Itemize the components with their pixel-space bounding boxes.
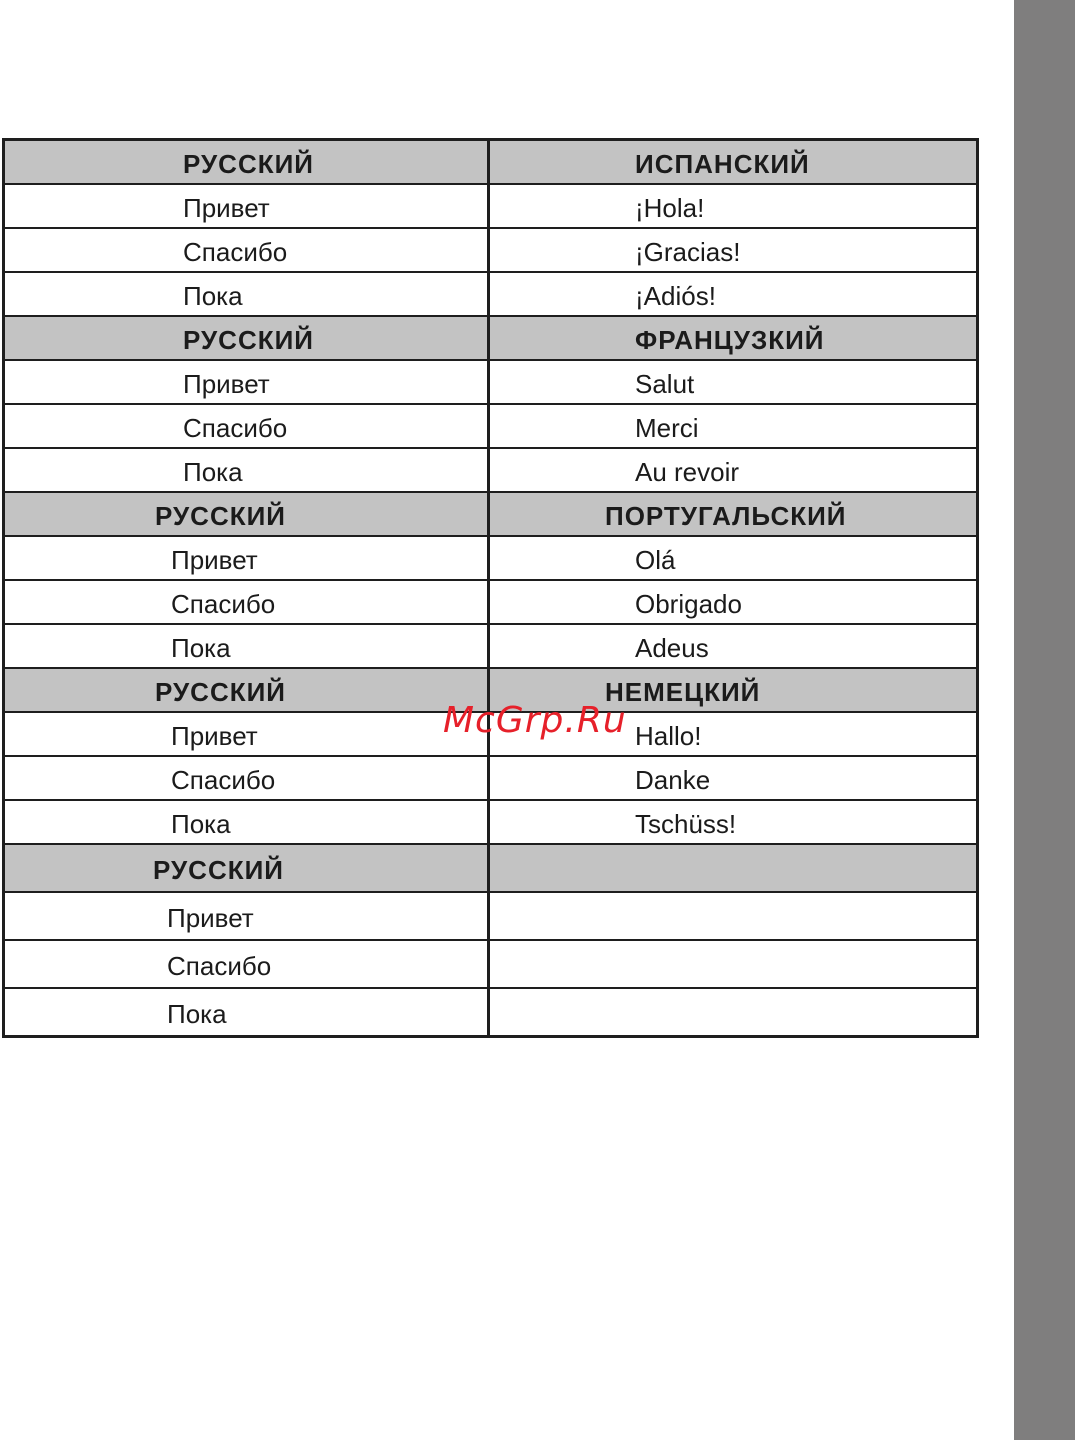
table-row xyxy=(5,405,976,449)
foreign-cell xyxy=(490,989,976,1035)
ru-cell xyxy=(5,801,490,843)
ru-cell xyxy=(5,405,490,447)
header-cell-right xyxy=(490,317,976,359)
foreign-phrase: Au revoir xyxy=(635,456,740,487)
foreign-cell xyxy=(490,757,976,799)
foreign-cell xyxy=(490,229,976,271)
foreign-phrase: Danke xyxy=(635,764,711,795)
foreign-phrase: ¡Adiós! xyxy=(635,280,716,311)
foreign-cell xyxy=(490,449,976,491)
foreign-cell xyxy=(490,893,976,939)
foreign-cell xyxy=(490,273,976,315)
foreign-phrase: ¡Hola! xyxy=(635,192,705,223)
header-cell-left xyxy=(5,141,490,183)
ru-cell xyxy=(5,713,490,755)
foreign-cell xyxy=(490,801,976,843)
table-row xyxy=(5,801,976,845)
ru-cell xyxy=(5,893,490,939)
foreign-phrase: Adeus xyxy=(635,632,709,663)
ru-cell xyxy=(5,757,490,799)
header-cell-left xyxy=(5,493,490,535)
foreign-phrase: Olá xyxy=(635,544,676,575)
foreign-phrase: Hallo! xyxy=(635,720,702,751)
ru-phrase: Привет xyxy=(183,192,270,223)
ru-cell xyxy=(5,537,490,579)
table-row xyxy=(5,449,976,493)
ru-phrase: Пока xyxy=(171,808,231,839)
header-label: РУССКИЙ xyxy=(155,500,286,531)
table-row xyxy=(5,273,976,317)
foreign-phrase: Salut xyxy=(635,368,695,399)
ru-cell xyxy=(5,625,490,667)
foreign-cell xyxy=(490,941,976,987)
foreign-phrase: Obrigado xyxy=(635,588,742,619)
table-row xyxy=(5,361,976,405)
ru-cell xyxy=(5,449,490,491)
header-label: РУССКИЙ xyxy=(183,324,314,355)
ru-phrase: Привет xyxy=(171,720,258,751)
foreign-cell xyxy=(490,625,976,667)
section-header-row xyxy=(5,845,976,893)
table-row xyxy=(5,537,976,581)
ru-cell xyxy=(5,989,490,1035)
ru-cell xyxy=(5,941,490,987)
header-label: РУССКИЙ xyxy=(155,676,286,707)
ru-cell xyxy=(5,361,490,403)
ru-phrase: Привет xyxy=(167,902,254,933)
ru-phrase: Спасибо xyxy=(171,588,276,619)
ru-phrase: Спасибо xyxy=(183,412,288,443)
watermark: McGrp.Ru xyxy=(443,700,627,741)
section-header-row xyxy=(5,317,976,361)
header-label: ИСПАНСКИЙ xyxy=(635,148,810,179)
foreign-phrase: Tschüss! xyxy=(635,808,737,839)
ru-cell xyxy=(5,229,490,271)
ru-phrase: Пока xyxy=(171,632,231,663)
table-row xyxy=(5,185,976,229)
foreign-cell xyxy=(490,185,976,227)
phrase-table xyxy=(2,138,979,1038)
ru-phrase: Пока xyxy=(183,456,243,487)
table-row xyxy=(5,941,976,989)
ru-cell xyxy=(5,185,490,227)
ru-cell xyxy=(5,581,490,623)
header-cell-left xyxy=(5,845,490,891)
side-bar xyxy=(1014,0,1075,1440)
table-row xyxy=(5,229,976,273)
header-cell-left xyxy=(5,317,490,359)
section-header-row xyxy=(5,141,976,185)
table-row xyxy=(5,757,976,801)
table-row xyxy=(5,625,976,669)
ru-phrase: Привет xyxy=(171,544,258,575)
header-label: ФРАНЦУЗКИЙ xyxy=(635,324,825,355)
header-label: РУССКИЙ xyxy=(183,148,314,179)
table-row xyxy=(5,989,976,1035)
header-label: НЕМЕЦКИЙ xyxy=(605,676,761,707)
foreign-cell xyxy=(490,405,976,447)
foreign-phrase: ¡Gracias! xyxy=(635,236,741,267)
ru-phrase: Спасибо xyxy=(171,764,276,795)
table-row xyxy=(5,893,976,941)
header-cell-right xyxy=(490,493,976,535)
ru-phrase: Привет xyxy=(183,368,270,399)
ru-phrase: Спасибо xyxy=(183,236,288,267)
foreign-cell xyxy=(490,581,976,623)
header-cell-left xyxy=(5,669,490,711)
ru-phrase: Пока xyxy=(167,998,227,1029)
foreign-cell xyxy=(490,361,976,403)
header-label: РУССКИЙ xyxy=(153,854,284,885)
section-header-row xyxy=(5,493,976,537)
header-label: ПОРТУГАЛЬСКИЙ xyxy=(605,500,847,531)
ru-phrase: Спасибо xyxy=(167,950,272,981)
table-row xyxy=(5,581,976,625)
foreign-cell xyxy=(490,537,976,579)
ru-phrase: Пока xyxy=(183,280,243,311)
header-cell-right xyxy=(490,845,976,891)
header-cell-right xyxy=(490,141,976,183)
ru-cell xyxy=(5,273,490,315)
foreign-phrase: Merci xyxy=(635,412,699,443)
